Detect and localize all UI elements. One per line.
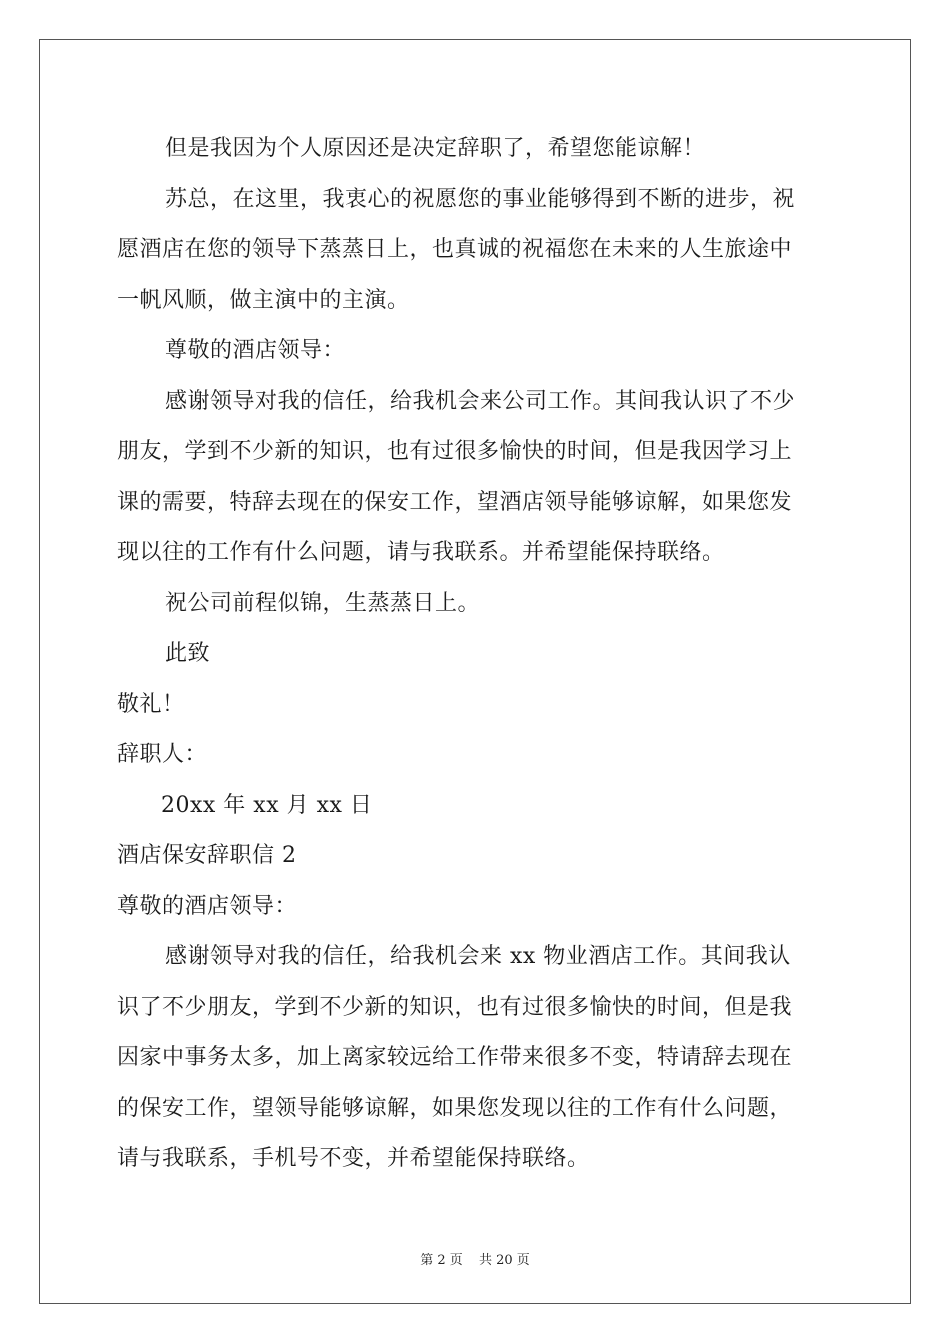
document-body (117, 124, 835, 1185)
text-line: 请与我联系，手机号不变，并希望能保持联络。 (117, 1146, 590, 1171)
page-footer (0, 1249, 950, 1268)
text-line: 因家中事务太多，加上离家较远给工作带来很多不变，特请辞去现在 (117, 1045, 793, 1070)
section-title: 酒店保安辞职信 2 (117, 843, 297, 868)
closing-line: 敬礼！ (117, 691, 185, 717)
text-line: 感谢领导对我的信任，给我机会来公司工作。其间我认识了不少 (165, 388, 796, 414)
text-line: 课的需要，特辞去现在的保安工作，望酒店领导能够谅解，如果您发 (117, 489, 793, 515)
text-line: 朋友，学到不少新的知识，也有过很多愉快的时间，但是我因学习上 (117, 439, 793, 464)
text-line: 识了不少朋友，学到不少新的知识，也有过很多愉快的时间，但是我 (117, 994, 793, 1020)
date-line: 20xx 年 xx 月 xx 日 (161, 792, 373, 818)
text-line: 一帆风顺，做主演中的主演。 (117, 287, 410, 313)
text-line: 但是我因为个人原因还是决定辞职了，希望您能谅解！ (165, 136, 706, 161)
text-line: 的保安工作，望领导能够谅解，如果您发现以往的工作有什么问题， (117, 1095, 793, 1121)
text-line: 愿酒店在您的领导下蒸蒸日上，也真诚的祝福您在未来的人生旅途中 (117, 237, 793, 262)
text-line: 祝公司前程似锦，生蒸蒸日上。 (165, 590, 481, 616)
page-total: 共 20 页 (478, 1253, 530, 1268)
text-line: 现以往的工作有什么问题，请与我联系。并希望能保持联络。 (117, 540, 725, 565)
salutation: 尊敬的酒店领导： (117, 893, 298, 919)
page-number: 第 2 页 (420, 1253, 463, 1268)
salutation: 尊敬的酒店领导： (165, 338, 346, 363)
closing-line: 此致 (165, 641, 211, 666)
text-line: 感谢领导对我的信任，给我机会来 xx 物业酒店工作。其间我认 (165, 944, 791, 969)
signature-label: 辞职人： (117, 742, 208, 767)
text-line: 苏总，在这里，我衷心的祝愿您的事业能够得到不断的进步，祝 (165, 186, 796, 212)
